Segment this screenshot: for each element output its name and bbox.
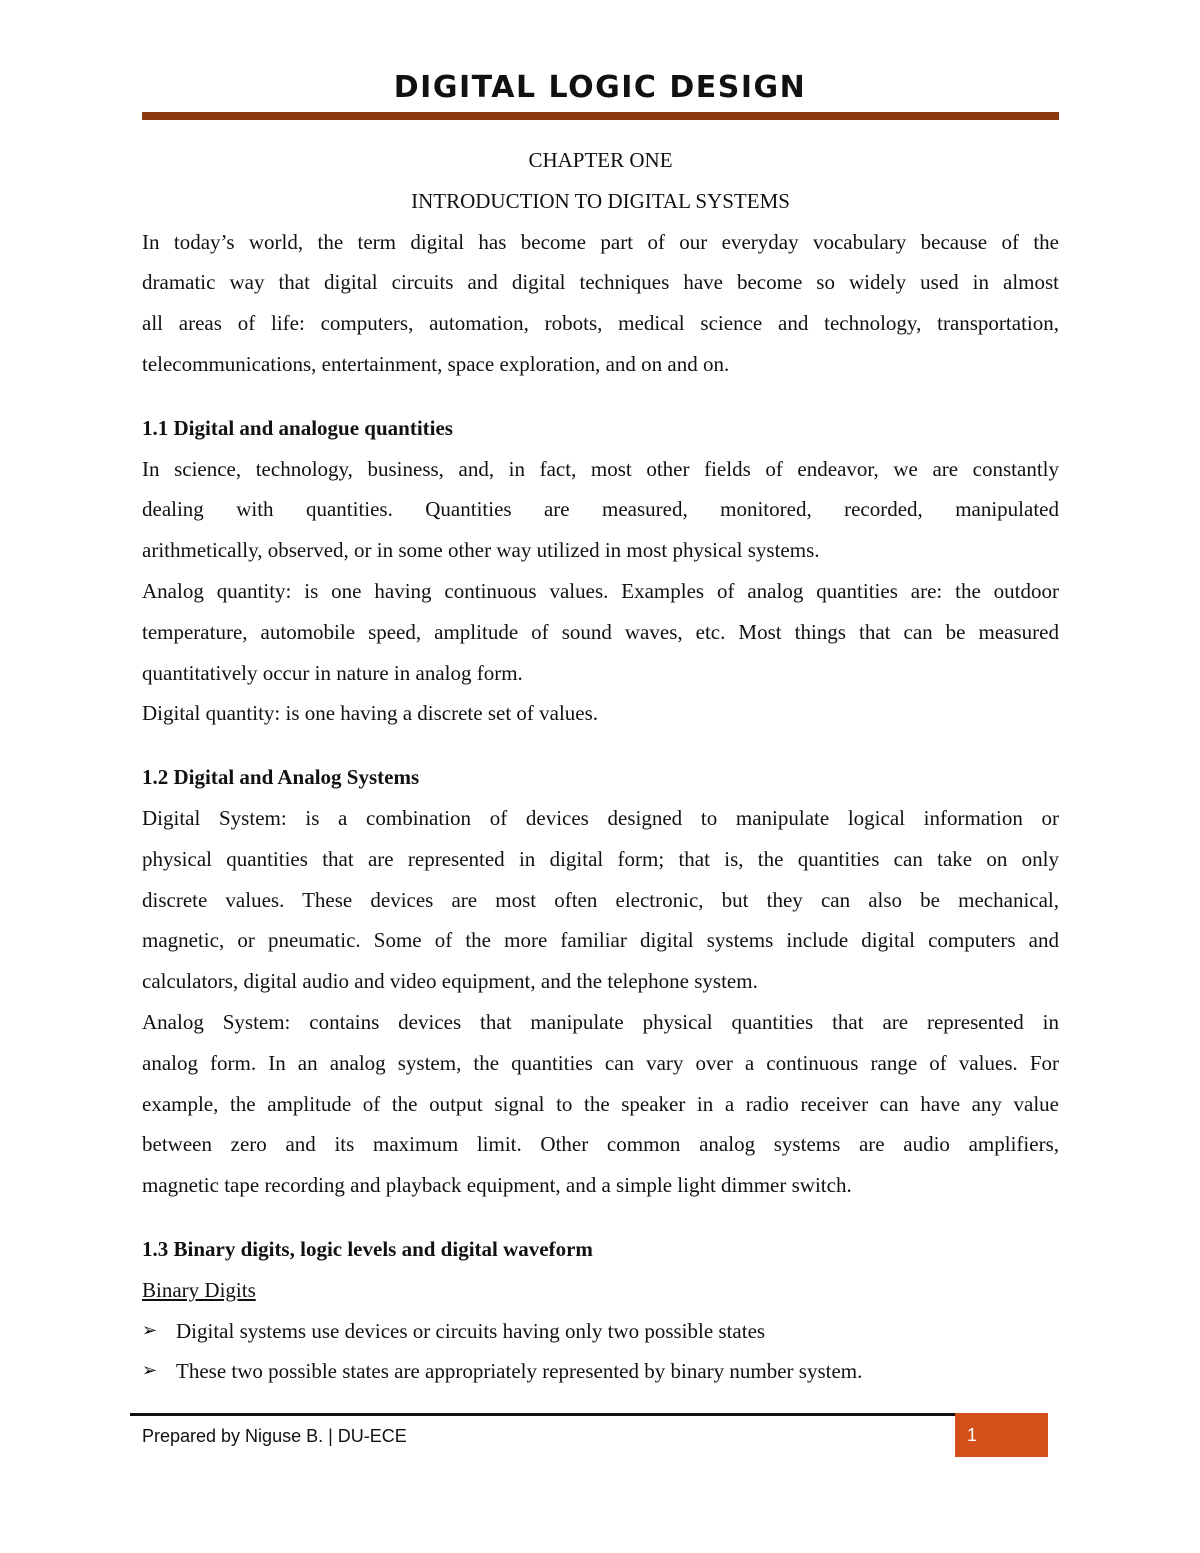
- text-line: all areas of life: computers, automation, robots, medical science and technology, transportation,: [142, 311, 1059, 336]
- intro-paragraph: [142, 222, 1059, 385]
- section-body-1-2: [142, 798, 1059, 1206]
- bullet-item: [142, 1311, 1059, 1352]
- subheading-binary-digits: Binary Digits: [142, 1277, 256, 1302]
- text-line: Analog System: contains devices that manipulate physical quantities that are represented in: [142, 1009, 1059, 1034]
- document-body: [142, 140, 1059, 1392]
- text-line: arithmetically, observed, or in some other way utilized in most physical systems.: [142, 538, 820, 563]
- section-heading-1-2: 1.2 Digital and Analog Systems: [142, 765, 420, 790]
- footer-rule: [130, 1413, 955, 1416]
- arrowhead-bullet-icon: ➢: [142, 1360, 158, 1382]
- text-line: calculators, digital audio and video equipment, and the telephone system.: [142, 969, 758, 994]
- text-line: analog form. In an analog system, the quantities can vary over a continuous range of values. For: [142, 1050, 1059, 1075]
- footer-text: Prepared by Niguse B. | DU-ECE: [142, 1426, 407, 1446]
- page-title: DIGITAL LOGIC DESIGN: [393, 70, 807, 105]
- text-line: example, the amplitude of the output signal to the speaker in a radio receiver can have any value: [142, 1091, 1059, 1116]
- text-line: discrete values. These devices are most often electronic, but they can also be mechanical,: [142, 887, 1059, 912]
- section-heading-1-1: 1.1 Digital and analogue quantities: [142, 415, 453, 440]
- page-number: 1: [955, 1413, 1048, 1457]
- text-line: dealing with quantities. Quantities are measured, monitored, recorded, manipulated: [142, 497, 1059, 522]
- text-line: between zero and its maximum limit. Other common analog systems are audio amplifiers,: [142, 1132, 1059, 1157]
- text-line: telecommunications, entertainment, space exploration, and on and on.: [142, 351, 730, 376]
- text-line: In today’s world, the term digital has become part of our everyday vocabulary because of the: [142, 229, 1059, 254]
- section-heading-1-3: 1.3 Binary digits, logic levels and digital waveform: [142, 1236, 593, 1261]
- text-line: In science, technology, business, and, in fact, most other fields of endeavor, we are constantly: [142, 456, 1059, 481]
- text-line: magnetic, or pneumatic. Some of the more familiar digital systems include digital computers and: [142, 928, 1059, 953]
- section-body-1-1: [142, 449, 1059, 735]
- bullet-text: These two possible states are appropriately represented by binary number system.: [176, 1359, 863, 1384]
- chapter-title: INTRODUCTION TO DIGITAL SYSTEMS: [411, 188, 790, 213]
- text-line: Digital System: is a combination of devices designed to manipulate logical information or: [142, 805, 1059, 830]
- text-line: Digital quantity: is one having a discrete set of values.: [142, 701, 599, 726]
- arrowhead-bullet-icon: ➢: [142, 1319, 158, 1341]
- text-line: quantitatively occur in nature in analog form.: [142, 660, 523, 685]
- chapter-label: CHAPTER ONE: [528, 148, 673, 172]
- bullet-text: Digital systems use devices or circuits having only two possible states: [176, 1318, 766, 1343]
- text-line: magnetic tape recording and playback equipment, and a simple light dimmer switch.: [142, 1173, 852, 1198]
- text-line: temperature, automobile speed, amplitude of sound waves, etc. Most things that can be measured: [142, 619, 1059, 644]
- bullet-item: [142, 1351, 1059, 1392]
- text-line: Analog quantity: is one having continuous values. Examples of analog quantities are: the outdoor: [142, 578, 1059, 603]
- text-line: dramatic way that digital circuits and digital techniques have become so widely used in almost: [142, 270, 1059, 295]
- text-line: physical quantities that are represented in digital form; that is, the quantities can take on only: [142, 846, 1059, 871]
- title-rule: [142, 112, 1059, 120]
